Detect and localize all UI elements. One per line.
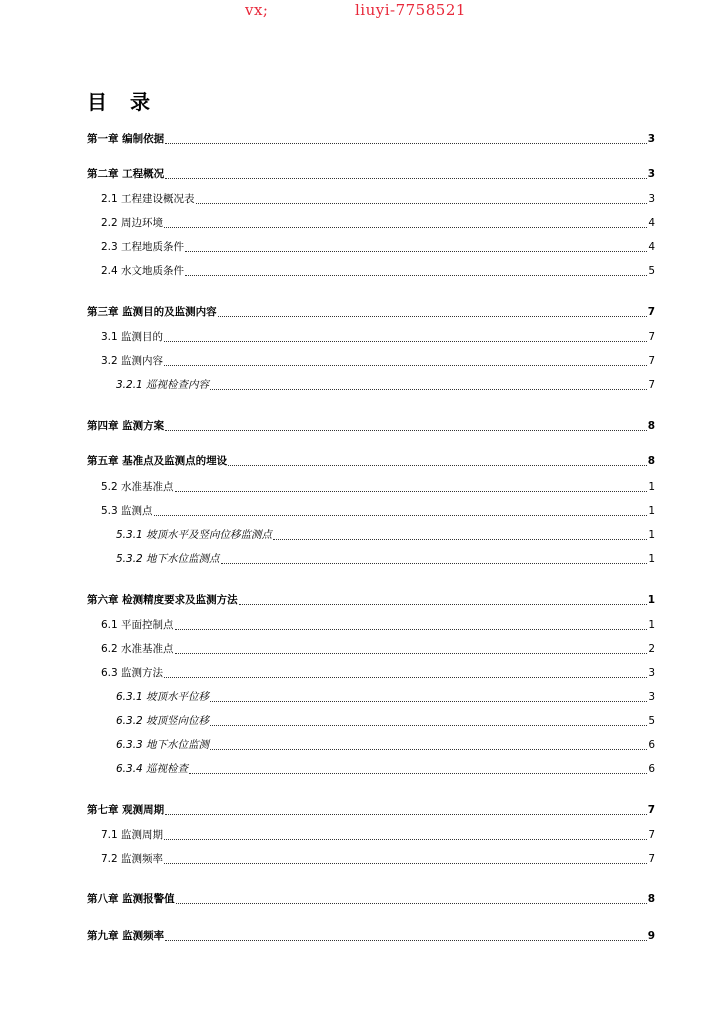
- toc-entry[interactable]: [116, 376, 655, 392]
- toc-entry-page-number: 7: [647, 804, 655, 816]
- toc-dot-leader: [164, 365, 647, 366]
- toc-entry-page-number: 5: [648, 265, 655, 277]
- toc-dot-leader: [165, 143, 647, 144]
- toc-dot-leader: [189, 773, 647, 774]
- toc-entry[interactable]: [101, 640, 655, 656]
- toc-entry-label: 第二章 工程概况: [87, 168, 165, 180]
- toc-entry-label: 2.3 工程地质条件: [101, 241, 185, 253]
- toc-dot-leader: [165, 430, 647, 431]
- toc-entry[interactable]: [101, 262, 655, 278]
- toc-entry-label: 第四章 监测方案: [87, 420, 165, 432]
- toc-entry[interactable]: [87, 591, 655, 607]
- watermark-right-text: liuyi-7758521: [355, 1, 466, 19]
- toc-dot-leader: [228, 465, 647, 466]
- toc-dot-leader: [164, 341, 647, 342]
- toc-entry[interactable]: [87, 890, 655, 906]
- toc-entry-label: 第九章 监测频率: [87, 930, 165, 942]
- toc-entry-page-number: 7: [648, 331, 655, 343]
- toc-dot-leader: [164, 227, 647, 228]
- toc-entry-page-number: 1: [648, 505, 655, 517]
- toc-entry-page-number: 3: [647, 168, 655, 180]
- toc-entry-page-number: 1: [648, 529, 655, 541]
- toc-entry[interactable]: [101, 214, 655, 230]
- toc-entry-label: 6.3 监测方法: [101, 667, 164, 679]
- toc-entry-page-number: 6: [648, 763, 655, 775]
- toc-entry-label: 7.1 监测周期: [101, 829, 164, 841]
- toc-entry-page-number: 1: [647, 594, 655, 606]
- toc-entry-label: 5.3 监测点: [101, 505, 153, 517]
- toc-dot-leader: [218, 316, 647, 317]
- toc-entry[interactable]: [116, 760, 655, 776]
- toc-entry[interactable]: [101, 352, 655, 368]
- toc-entry[interactable]: [101, 664, 655, 680]
- toc-entry-label: 7.2 监测频率: [101, 853, 164, 865]
- toc-entry[interactable]: [101, 616, 655, 632]
- toc-entry-page-number: 1: [648, 481, 655, 493]
- toc-entry[interactable]: [87, 417, 655, 433]
- toc-entry-label: 6.1 平面控制点: [101, 619, 174, 631]
- toc-dot-leader: [210, 701, 647, 702]
- toc-entry[interactable]: [101, 826, 655, 842]
- toc-entry-page-number: 8: [647, 455, 655, 467]
- toc-entry[interactable]: [116, 688, 655, 704]
- watermark-left-text: vx;: [245, 1, 269, 19]
- toc-entry[interactable]: [87, 303, 655, 319]
- toc-entry-page-number: 3: [647, 133, 655, 145]
- toc-title: 目 录: [87, 90, 158, 114]
- toc-dot-leader: [185, 275, 647, 276]
- toc-dot-leader: [165, 178, 647, 179]
- toc-entry[interactable]: [101, 502, 655, 518]
- toc-entry-label: 第一章 编制依据: [87, 133, 165, 145]
- watermark: [0, 0, 724, 22]
- toc-entry-page-number: 7: [648, 379, 655, 391]
- toc-dot-leader: [221, 563, 648, 564]
- toc-entry[interactable]: [101, 190, 655, 206]
- toc-entry[interactable]: [87, 452, 655, 468]
- toc-dot-leader: [196, 203, 648, 204]
- toc-dot-leader: [210, 725, 647, 726]
- toc-entry[interactable]: [116, 712, 655, 728]
- toc-dot-leader: [239, 604, 647, 605]
- toc-entry-label: 3.2.1 巡视检查内容: [116, 379, 210, 391]
- toc-dot-leader: [164, 839, 647, 840]
- toc-entry[interactable]: [116, 526, 655, 542]
- toc-entry-label: 2.1 工程建设概况表: [101, 193, 195, 205]
- toc-dot-leader: [210, 389, 647, 390]
- toc-dot-leader: [176, 903, 647, 904]
- toc-entry[interactable]: [87, 130, 655, 146]
- toc-entry-label: 第六章 检测精度要求及监测方法: [87, 594, 238, 606]
- toc-entry-page-number: 6: [648, 739, 655, 751]
- toc-entry-page-number: 9: [647, 930, 655, 942]
- toc-entry[interactable]: [87, 165, 655, 181]
- toc-dot-leader: [164, 677, 647, 678]
- toc-entry-label: 第三章 监测目的及监测内容: [87, 306, 217, 318]
- toc-entry-label: 第八章 监测报警值: [87, 893, 175, 905]
- toc-entry-page-number: 7: [647, 306, 655, 318]
- toc-entry-label: 5.3.1 坡顶水平及竖向位移监测点: [116, 529, 273, 541]
- toc-entry[interactable]: [87, 801, 655, 817]
- toc-entry-label: 6.2 水准基准点: [101, 643, 174, 655]
- toc-dot-leader: [165, 814, 647, 815]
- toc-dot-leader: [165, 940, 647, 941]
- toc-entry-label: 2.4 水文地质条件: [101, 265, 185, 277]
- toc-entry-page-number: 5: [648, 715, 655, 727]
- toc-entry-label: 6.3.4 巡视检查: [116, 763, 189, 775]
- toc-entry-page-number: 7: [648, 829, 655, 841]
- toc-entry-label: 5.2 水准基准点: [101, 481, 174, 493]
- toc-entry-page-number: 1: [648, 619, 655, 631]
- toc-entry-label: 2.2 周边环境: [101, 217, 164, 229]
- toc-entry-page-number: 7: [648, 853, 655, 865]
- toc-entry-label: 6.3.3 地下水位监测: [116, 739, 210, 751]
- toc-entry[interactable]: [101, 478, 655, 494]
- toc-entry-page-number: 8: [647, 420, 655, 432]
- toc-entry-label: 3.1 监测目的: [101, 331, 164, 343]
- toc-entry-label: 6.3.2 坡顶竖向位移: [116, 715, 210, 727]
- toc-dot-leader: [154, 515, 648, 516]
- toc-dot-leader: [175, 629, 648, 630]
- toc-entry-label: 第七章 观测周期: [87, 804, 165, 816]
- toc-entry-label: 6.3.1 坡顶水平位移: [116, 691, 210, 703]
- toc-entry[interactable]: [101, 850, 655, 866]
- toc-entry[interactable]: [116, 550, 655, 566]
- toc-dot-leader: [175, 653, 648, 654]
- toc-entry-label: 5.3.2 地下水位监测点: [116, 553, 220, 565]
- toc-dot-leader: [185, 251, 647, 252]
- toc-entry-page-number: 3: [648, 667, 655, 679]
- toc-entry-label: 3.2 监测内容: [101, 355, 164, 367]
- toc-entry-label: 第五章 基准点及监测点的埋设: [87, 455, 228, 467]
- toc-entry-page-number: 3: [648, 691, 655, 703]
- toc-dot-leader: [273, 539, 647, 540]
- toc-dot-leader: [164, 863, 647, 864]
- toc-dot-leader: [175, 491, 648, 492]
- toc-entry[interactable]: [87, 927, 655, 943]
- toc-entry-page-number: 7: [648, 355, 655, 367]
- toc-entry-page-number: 2: [648, 643, 655, 655]
- toc-entry[interactable]: [116, 736, 655, 752]
- toc-entry[interactable]: [101, 238, 655, 254]
- toc-entry-page-number: 4: [648, 241, 655, 253]
- toc-entry-page-number: 1: [648, 553, 655, 565]
- toc-entry[interactable]: [101, 328, 655, 344]
- toc-entry-page-number: 8: [647, 893, 655, 905]
- toc-dot-leader: [210, 749, 647, 750]
- toc-entry-page-number: 3: [648, 193, 655, 205]
- toc-entry-page-number: 4: [648, 217, 655, 229]
